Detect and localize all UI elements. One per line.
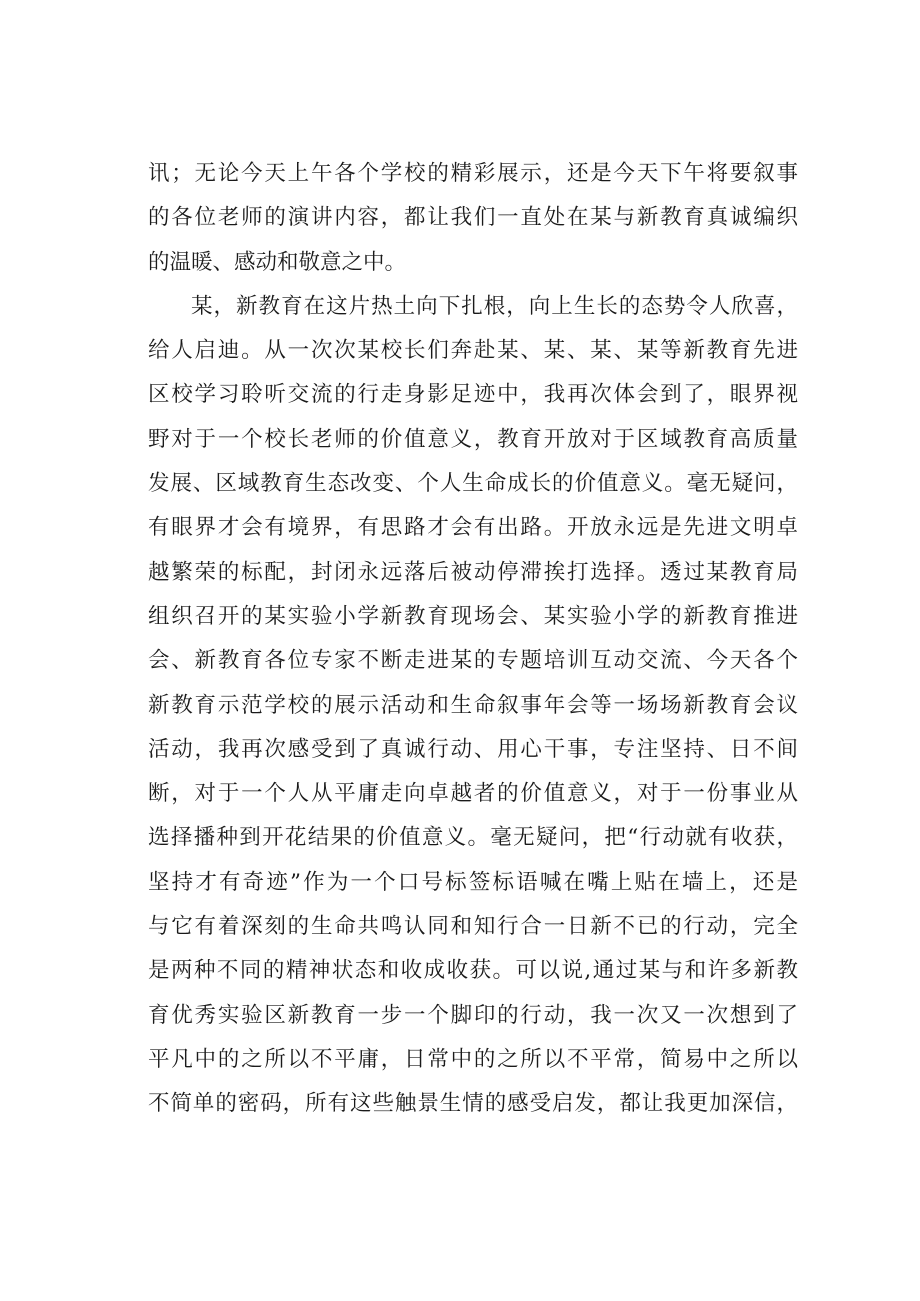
text-line: 平凡中的之所以不平庸，日常中的之所以不平常，简易中之所以 (148, 1046, 798, 1072)
text-line: 的各位老师的演讲内容，都让我们一直处在某与新教育真诚编织 (148, 205, 798, 231)
text-line: 坚持才有奇迹”作为一个口号标签标语喊在嘴上贴在墙上，还是 (148, 869, 798, 895)
text-line: 育优秀实验区新教育一步一个脚印的行动，我一次又一次想到了 (148, 1002, 798, 1028)
text-line: 有眼界才会有境界，有思路才会有出路。开放永远是先进文明卓 (148, 515, 798, 541)
text-line: 讯；无论今天上午各个学校的精彩展示，还是今天下午将要叙事 (148, 161, 798, 186)
text-line: 某，新教育在这片热土向下扎根，向上生长的态势令人欣喜， (191, 293, 798, 319)
body-text (148, 152, 798, 1127)
text-line: 野对于一个校长老师的价值意义，教育开放对于区域教育高质量 (148, 426, 798, 452)
text-line: 组织召开的某实验小学新教育现场会、某实验小学的新教育推进 (148, 603, 798, 629)
text-line: 区校学习聆听交流的行走身影足迹中，我再次体会到了，眼界视 (148, 382, 798, 408)
text-line: 选择播种到开花结果的价值意义。毫无疑问，把“行动就有收获， (148, 825, 798, 851)
text-line: 发展、区域教育生态改变、个人生命成长的价值意义。毫无疑问， (148, 471, 798, 497)
text-line: 新教育示范学校的展示活动和生命叙事年会等一场场新教育会议 (148, 692, 798, 718)
text-line: 会、新教育各位专家不断走进某的专题培训互动交流、今天各个 (148, 648, 798, 674)
text-line: 与它有着深刻的生命共鸣认同和知行合一日新不已的行动，完全 (148, 914, 798, 940)
text-line: 越繁荣的标配，封闭永远落后被动停滞挨打选择。透过某教育局 (148, 559, 798, 585)
text-line: 的温暖、感动和敬意之中。 (148, 249, 407, 275)
text-line: 不简单的密码，所有这些触景生情的感受启发，都让我更加深信， (148, 1091, 798, 1117)
text-line: 给人启迪。从一次次某校长们奔赴某、某、某、某等新教育先进 (148, 338, 798, 364)
text-line: 是两种不同的精神状态和收成收获。可以说,通过某与和许多新教 (148, 958, 798, 984)
text-line: 断，对于一个人从平庸走向卓越者的价值意义，对于一份事业从 (148, 781, 798, 807)
text-line: 活动，我再次感受到了真诚行动、用心干事，专注坚持、日不间 (148, 736, 798, 762)
